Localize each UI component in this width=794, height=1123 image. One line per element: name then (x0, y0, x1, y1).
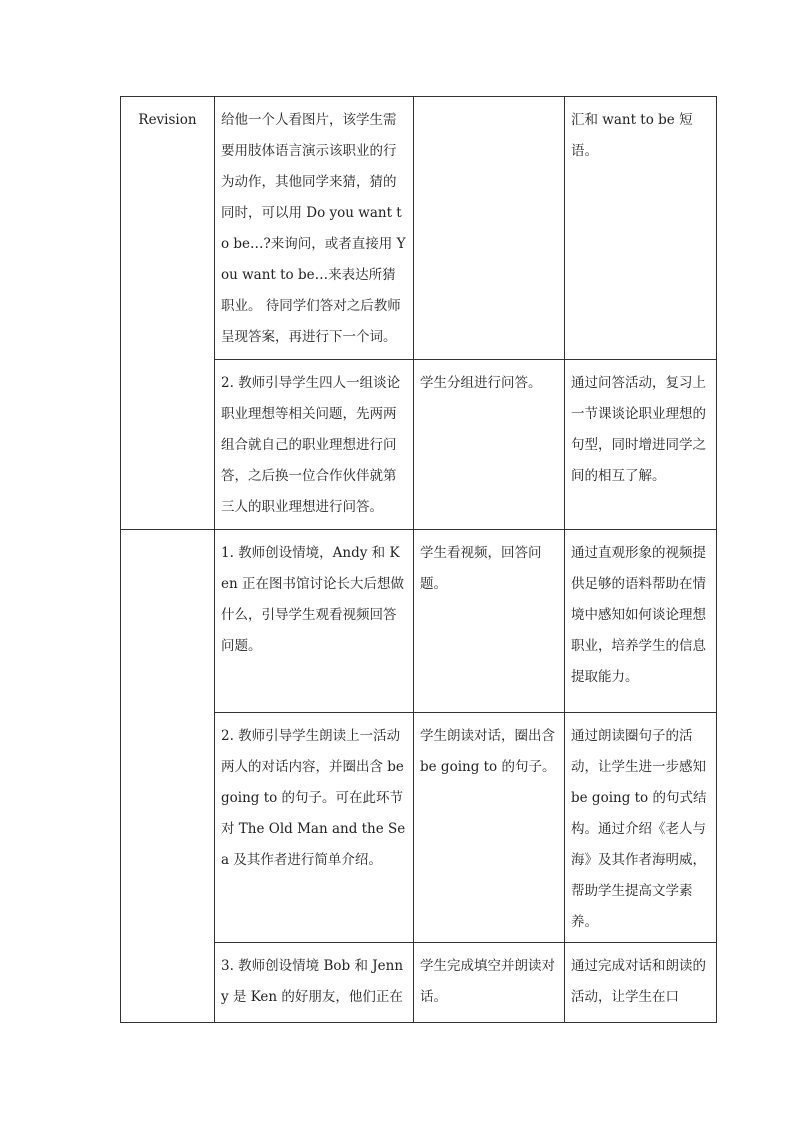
stage-cell: Revision (121, 97, 215, 530)
teacher-activity-cell (215, 713, 414, 943)
teacher-activity-cell (215, 943, 414, 1023)
purpose-cell (565, 943, 717, 1023)
purpose-cell (565, 97, 717, 360)
student-activity-cell (414, 97, 565, 360)
teacher-activity-text: 1. 教师创设情境，Andy 和 Ken 正在图书馆讨论长大后想做什么，引导学生观看视频回答问题。 (221, 545, 404, 654)
student-activity-text: 学生看视频，回答问题。 (420, 545, 542, 592)
teacher-activity-text: 2. 教师引导学生四人一组谈论职业理想等相关问题，先两两组合就自己的职业理想进行问答，之后换一位合作伙伴就第三人的职业理想进行问答。 (221, 375, 401, 515)
teacher-activity-cell (215, 530, 414, 713)
student-activity-cell (414, 943, 565, 1023)
teacher-activity-cell (215, 360, 414, 530)
stage-cell (121, 530, 215, 1023)
teacher-activity-cell (215, 97, 414, 360)
table-row (121, 97, 717, 360)
lesson-plan-table (120, 96, 717, 1023)
teacher-activity-text: 2. 教师引导学生朗读上一活动两人的对话内容，并圈出含 be going to 的句子。可在此环节对 The Old Man and the Sea 及其作者进行简单介绍。 (221, 728, 406, 868)
student-activity-text: 学生完成填空并朗读对话。 (420, 958, 555, 1005)
purpose-text: 通过问答活动，复习上一节课谈论职业理想的句型，同时增进同学之间的相互了解。 (571, 375, 706, 484)
purpose-text: 通过直观形象的视频提供足够的语料帮助在情境中感知如何谈论理想职业，培养学生的信息提取能力。 (571, 545, 706, 685)
purpose-cell (565, 360, 717, 530)
student-activity-cell (414, 530, 565, 713)
student-activity-cell (414, 713, 565, 943)
teacher-activity-text: 3. 教师创设情境 Bob 和 Jenny 是 Ken 的好朋友，他们正在 (221, 958, 404, 1005)
purpose-text: 通过完成对话和朗读的活动，让学生在口 (571, 958, 706, 1005)
purpose-text: 汇和 want to be 短语。 (571, 112, 693, 159)
student-activity-text: 学生分组进行问答。 (420, 375, 542, 391)
purpose-cell (565, 530, 717, 713)
student-activity-cell (414, 360, 565, 530)
teacher-activity-text: 给他一个人看图片，该学生需要用肢体语言演示该职业的行为动作，其他同学来猜，猜的同时，可以用 Do you want to be…?来询问，或者直接用 You want to be…来表达所猜职业。 待同学们答对之后教师呈现答案，再进行下一个词。 (221, 112, 406, 345)
student-activity-text: 学生朗读对话，圈出含 be going to 的句子。 (420, 728, 556, 775)
purpose-cell (565, 713, 717, 943)
purpose-text: 通过朗读圈句子的活动，让学生进一步感知 be going to 的句式结构。通过介绍《老人与海》及其作者海明威，帮助学生提高文学素养。 (571, 728, 707, 930)
table-row (121, 530, 717, 713)
